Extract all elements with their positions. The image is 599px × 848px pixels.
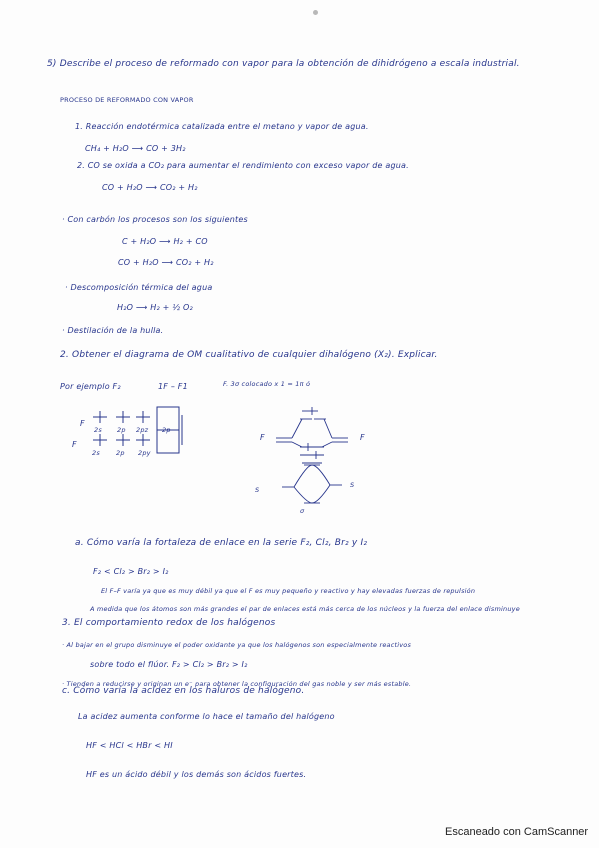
orbital-row-f2-label: F xyxy=(72,440,77,449)
qc-line1: La acidez aumenta conforme lo hace el tamaño del halógeno xyxy=(78,712,335,721)
orbital-label: 2s xyxy=(92,449,100,457)
q5-bullet-distill: · Destilación de la hulla. xyxy=(62,326,164,335)
scan-dot xyxy=(313,10,318,15)
mo-bottom-left-label: S xyxy=(255,486,260,494)
orbital-label: 2py xyxy=(138,449,151,457)
qa-expl1: El F–F varía ya que es muy débil ya que el F es muy pequeño y reactivo y hay elevadas fuerzas de repulsión xyxy=(101,587,476,595)
orbital-label: 2s xyxy=(94,426,102,434)
orbital-label: 2p xyxy=(116,449,125,457)
q2-note: F. 3σ colocado x 1 = 1π ó xyxy=(223,380,311,388)
q3-title: 3. El comportamiento redox de los halógenos xyxy=(62,618,276,628)
q5-eq5: H₂O ⟶ H₂ + ½ O₂ xyxy=(117,303,193,312)
orbital-label: 2pz xyxy=(136,426,149,434)
orbital-box-label: 2p xyxy=(162,426,171,434)
q2-example: Por ejemplo F₂ xyxy=(60,382,121,391)
q5-eq1: CH₄ + H₂O ⟶ CO + 3H₂ xyxy=(85,144,186,153)
qc-line2: HF es un ácido débil y los demás son ácidos fuertes. xyxy=(86,770,307,779)
qa-expl2: A medida que los átomos son más grandes el par de enlaces está más cerca de los núcleos y la fuerza del enlace disminuye xyxy=(90,605,520,613)
mo-left-label: F xyxy=(260,433,265,442)
camscanner-footer: Escaneado con CamScanner xyxy=(445,826,589,838)
orbital-label: 2p xyxy=(117,426,126,434)
q3-line1: · Al bajar en el grupo disminuye el poder oxidante ya que los halógenos son especialmente reactivos xyxy=(62,641,412,649)
mo-bottom-right-label: S xyxy=(350,481,355,489)
orbital-box-diagram xyxy=(60,405,190,465)
q3-line2: sobre todo el flúor. F₂ > Cl₂ > Br₂ > I₂ xyxy=(90,660,248,669)
mo-right-label: F xyxy=(360,433,365,442)
q3-line3: · Tienden a reducirse y originan un e⁻ para obtener la configuración del gas noble y ser más estable. xyxy=(62,680,412,688)
q2-config: 1F – F1 xyxy=(158,382,188,391)
qa-order: F₂ < Cl₂ > Br₂ > I₂ xyxy=(93,567,169,576)
qc-title: c. Cómo varía la acidez en los haluros de halógeno. xyxy=(62,686,305,696)
q5-title: 5) Describe el proceso de reformado con vapor para la obtención de dihidrógeno a escala industrial. xyxy=(47,59,520,69)
qa-title: a. Cómo varía la fortaleza de enlace en la serie F₂, Cl₂, Br₂ y I₂ xyxy=(75,538,368,548)
mo-bottom-label: σ xyxy=(300,507,305,515)
q2-title: 2. Obtener el diagrama de OM cualitativo de cualquier dihalógeno (X₂). Explicar. xyxy=(60,350,438,360)
mo-energy-diagram xyxy=(262,405,362,515)
q5-bullet-coal: · Con carbón los procesos son los siguientes xyxy=(62,215,248,224)
q5-eq2: CO + H₂O ⟶ CO₂ + H₂ xyxy=(102,183,198,192)
q5-step1: 1. Reacción endotérmica catalizada entre el metano y vapor de agua. xyxy=(75,122,369,131)
q5-eq3: C + H₂O ⟶ H₂ + CO xyxy=(122,237,208,246)
q5-bullet-decomp: · Descomposición térmica del agua xyxy=(65,283,213,292)
q5-heading: PROCESO DE REFORMADO CON VAPOR xyxy=(60,96,194,104)
orbital-row-f1-label: F xyxy=(80,419,85,428)
qc-order: HF < HCl < HBr < HI xyxy=(86,741,173,750)
q5-eq4: CO + H₂O ⟶ CO₂ + H₂ xyxy=(118,258,214,267)
q5-step2: 2. CO se oxida a CO₂ para aumentar el rendimiento con exceso vapor de agua. xyxy=(77,161,409,170)
